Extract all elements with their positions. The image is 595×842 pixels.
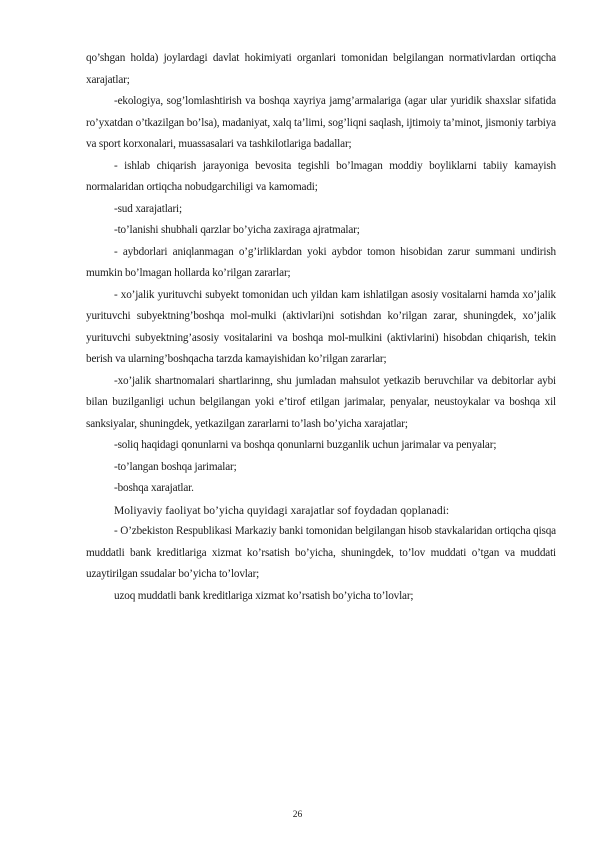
paragraph-other-expenses: -boshqa xarajatlar. (114, 482, 194, 494)
paragraph-material-losses: - ishlab chiqarish jarayoniga bevosita tegishli bo’lmagan moddiy boyliklarni tabiiy kamayish normalaridan ortiqcha nobudgarchiligi va kamomadi; (86, 159, 556, 193)
paragraph-other-fines: -to’langan boshqa jarimalar; (114, 460, 237, 473)
paragraph-ecology-donations: -ekologiya, sog’lomlashtirish va boshqa xayriya jamg’armalariga (agar ular yuridik shaxslar sifatida ro’yxatdan o’tkazilgan bo’lsa), madaniyat, xalq ta’limi, sog’liqni saqlash, ijtimoiy ta’minot, jismoniy tarbiya va sport korxonalari, muassasalari va tashkilotlariga badallar; (86, 95, 556, 150)
paragraph-short-term-credits: - O’zbekiston Respublikasi Markaziy banki tomonidan belgilangan hisob stavkalaridan ortiqcha qisqa muddatli bank kreditlariga xizmat ko’rsatish bo’yicha, shuningdek, to’lov muddati o’tgan va muddati uzaytirilgan ssudalar bo’yicha to’lovlar; (86, 525, 556, 580)
paragraph-doubtful-debts: -to’lanishi shubhali qarzlar bo’yicha zaxiraga ajratmalar; (114, 224, 360, 236)
document-page (86, 48, 556, 607)
paragraph-court-costs: -sud xarajatlari; (114, 202, 182, 215)
paragraph-continuation: qo’shgan holda) joylardagi davlat hokimiyati organlari tomonidan belgilangan normativlardan ortiqcha xarajatlar; (86, 52, 556, 86)
paragraph-contract-penalties: -xo’jalik shartnomalari shartlarinng, shu jumladan mahsulot yetkazib beruvchilar va debitorlar aybi bilan buzilganligi uchun belgilangan yoki e’tirof etilgan jarimalar, penyalar, neustoykalar va boshqa xil sanksiyalar, shuningdek, yetkazilgan zararlarni to’lash bo’yicha xarajatlar; (86, 374, 556, 430)
paragraph-asset-sale-losses: - xo’jalik yurituvchi subyekt tomonidan uch yildan kam ishlatilgan asosiy vositalarni hamda xo’jalik yurituvchi subyektning’boshqa mol-mulki (aktivlari)ni sotishdan ko’rilgan zarar, shuningdek, xo’jalik yurituvchi subyektning’asosiy vositalarini va boshqa mol-mulkini (aktivlarini) hisobdan chiqarish, tekin berish va ularning’boshqacha tarzda kamayishidan ko’rilgan zararlar; (86, 288, 556, 365)
paragraph-long-term-credits: uzoq muddatli bank kreditlariga xizmat ko’rsatish bo’yicha to’lovlar; (114, 589, 414, 602)
paragraph-tax-fines: -soliq haqidagi qonunlarni va boshqa qonunlarni buzganlik uchun jarimalar va penyalar; (114, 439, 497, 451)
page-number: 26 (292, 810, 303, 820)
paragraph-theft-losses: - aybdorlari aniqlanmagan o’g’irliklardan yoki aybdor tomon hisobidan zarur summani undirish mumkin bo’lmagan hollarda ko’rilgan zararlar; (86, 245, 556, 279)
paragraph-financial-activity-heading: Moliyaviy faoliyat bo’yicha quyidagi xarajatlar sof foydadan qoplanadi: (114, 503, 450, 517)
